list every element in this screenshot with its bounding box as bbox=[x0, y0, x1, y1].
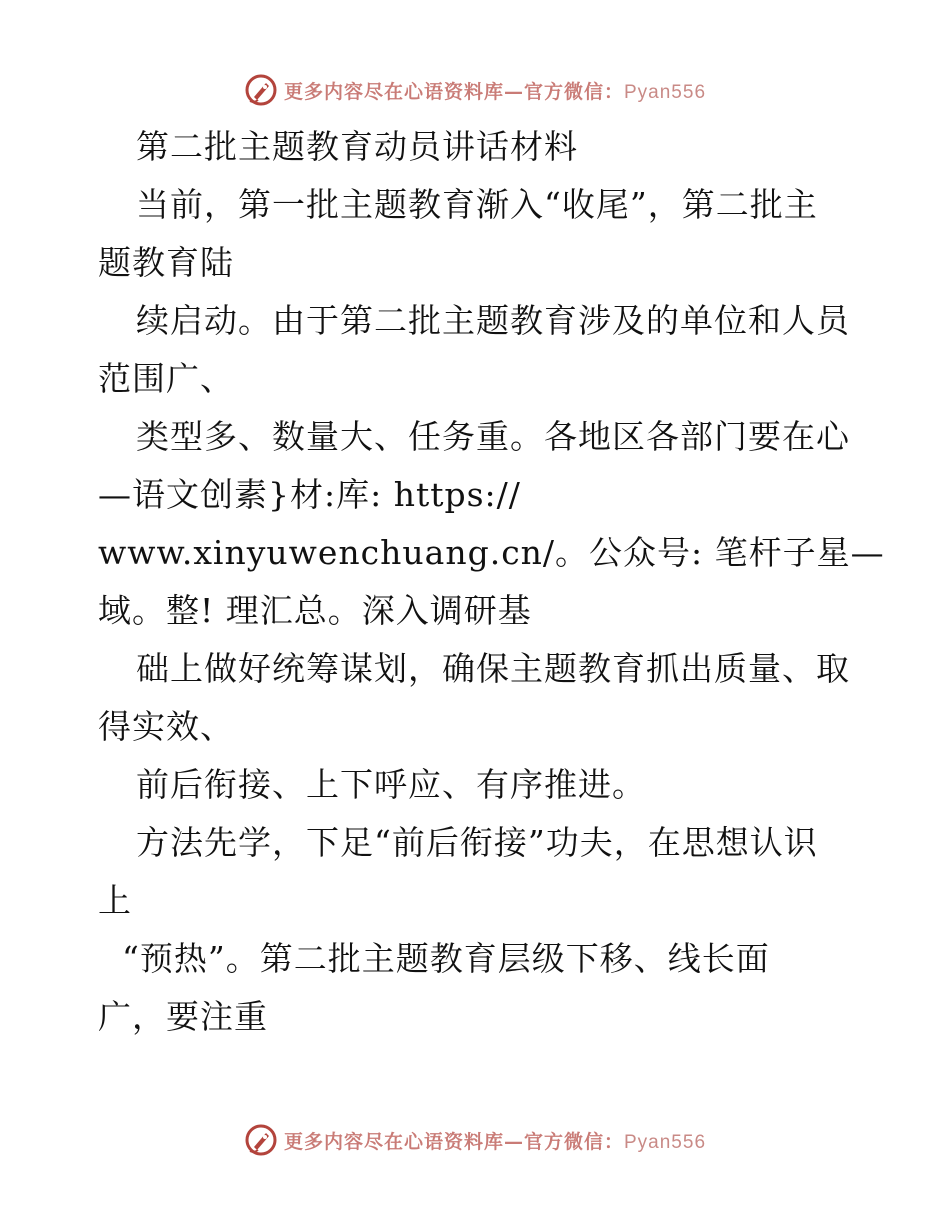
paragraph-line: 前后衔接、上下呼应、有序推进。 bbox=[136, 765, 646, 804]
watermark-text: 更多内容尽在心语资料库—官方微信：Pyan556 bbox=[283, 80, 707, 103]
paragraph-line: 类型多、数量大、任务重。各地区各部门要在心 bbox=[136, 417, 850, 456]
footer-watermark bbox=[0, 1120, 950, 1160]
pen-nib-logo-icon bbox=[244, 73, 278, 107]
header-watermark bbox=[0, 70, 950, 110]
paragraph-line: 得实效、 bbox=[98, 707, 234, 746]
paragraph-line: 广，要注重 bbox=[98, 997, 268, 1036]
paragraph-line: www.xinyuwenchuang.cn/。公众号: 笔杆子星— bbox=[98, 533, 885, 572]
wechat-id: Pyan556 bbox=[624, 81, 707, 103]
paragraph-line: 范围广、 bbox=[98, 359, 234, 398]
paragraph-line: 上 bbox=[98, 881, 132, 920]
watermark-text: 更多内容尽在心语资料库—官方微信：Pyan556 bbox=[283, 1130, 707, 1153]
document-body bbox=[98, 118, 885, 1046]
paragraph-line: 础上做好统筹谋划，确保主题教育抓出质量、取 bbox=[136, 649, 850, 688]
pen-nib-logo-icon bbox=[244, 1123, 278, 1157]
paragraph-line: —语文创素}材:库: https:// bbox=[98, 475, 521, 514]
paragraph-line: 续启动。由于第二批主题教育涉及的单位和人员 bbox=[136, 301, 850, 340]
paragraph-line: 域。整! 理汇总。深入调研基 bbox=[98, 591, 532, 630]
document-title: 第二批主题教育动员讲话材料 bbox=[136, 127, 578, 166]
wechat-id: Pyan556 bbox=[624, 1131, 707, 1153]
paragraph-line: 方法先学，下足“前后衔接”功夫，在思想认识 bbox=[136, 823, 818, 862]
paragraph-line: “预热”。第二批主题教育层级下移、线长面 bbox=[122, 939, 770, 978]
paragraph-line: 当前，第一批主题教育渐入“收尾”，第二批主 bbox=[136, 185, 818, 224]
paragraph-line: 题教育陆 bbox=[98, 243, 234, 282]
